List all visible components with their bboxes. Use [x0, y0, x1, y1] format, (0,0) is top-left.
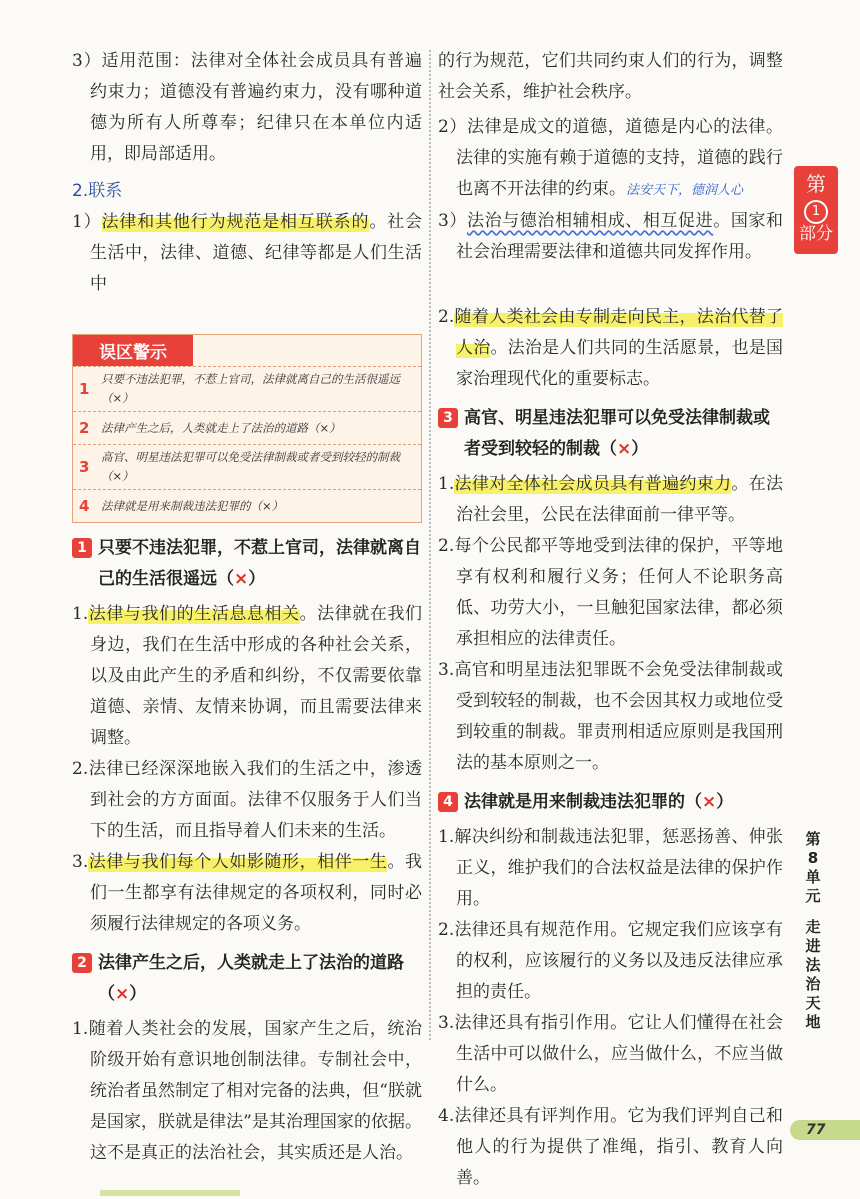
part-tab: 第 1 部分 — [794, 166, 838, 254]
misconception-heading-2: 2 法律产生之后，人类就走上了法治的道路（×） — [72, 948, 422, 1010]
highlight-text: 法律对全体社会成员具有普遍约束力 — [454, 474, 732, 494]
misconception-heading-4: 4 法律就是用来制裁违法犯罪的（×） — [438, 787, 783, 818]
left-column — [72, 46, 422, 1169]
paragraph-continued: 的行为规范，它们共同约束人们的行为，调整社会关系，维护社会秩序。 — [438, 51, 783, 102]
cross-mark-icon: × — [702, 792, 717, 812]
warning-item: 3 高官、明星违法犯罪可以免受法律制裁或者受到较轻的制裁（×） — [73, 444, 421, 489]
explanation-paragraph: 3.法律与我们每个人如影随形，相伴一生。我们一生都享有法律规定的各项权利，同时必须履行法律规定的各项义务。 — [72, 852, 423, 934]
unit-title: 走进法治天地 — [805, 918, 821, 1031]
subheading-connection: 2.联系 — [72, 181, 123, 201]
cross-mark-icon: × — [234, 569, 249, 589]
warning-item: 4 法律就是用来制裁违法犯罪的（×） — [73, 489, 421, 522]
paragraph-connection: 1）法律和其他行为规范是相互联系的。社会生活中，法律、道德、纪律等都是人们生活中 — [72, 212, 423, 294]
highlight-text: 法律与我们每个人如影随形，相伴一生 — [88, 852, 388, 872]
cross-mark-icon: × — [115, 984, 130, 1004]
paragraph-scope: 3）适用范围：法律对全体社会成员具有普遍约束力；道德没有普遍约束力，没有哪种道德为所有人所尊奉；纪律只在本单位内适用，即局部适用。 — [72, 51, 422, 164]
explanation-paragraph: 2.法律已经深深地嵌入我们的生活之中，渗透到社会的方方面面。法律不仅服务于人们当下的生活，而且指导着人们未来的生活。 — [72, 759, 422, 841]
explanation-paragraph: 1.随着人类社会的发展，国家产生之后，统治阶级开始有意识地创制法律。专制社会中，统治者虽然制定了相对完备的法典，但“朕就是国家，朕就是律法”是其治理国家的依据。这不是真正的法治社会，其实质还是人治。 — [72, 1019, 422, 1163]
number-badge: 4 — [438, 792, 458, 812]
highlight-text: 随着人类社会由专制走向民主，法治代替了人治 — [454, 307, 783, 358]
warning-item: 1 只要不违法犯罪，不惹上官司，法律就离自己的生活很遥远（×） — [73, 366, 421, 411]
explanation-paragraph: 1.法律对全体社会成员具有普遍约束力。在法治社会里，公民在法律面前一律平等。 — [438, 474, 784, 525]
paragraph-law-morality: 2）法律是成文的道德，道德是内心的法律。法律的实施有赖于道德的支持，道德的践行也离不开法律的约束。法安天下，德润人心 — [438, 117, 783, 199]
paragraph-rule-of-law: 3）法治与德治相辅相成、相互促进。国家和社会治理需要法律和道德共同发挥作用。 — [438, 211, 783, 262]
decorative-bar — [100, 1190, 240, 1196]
explanation-paragraph: 2.每个公民都平等地受到法律的保护，平等地享有权利和履行义务；任何人不论职务高低、功劳大小，一旦触犯国家法律，都必须承担相应的法律责任。 — [438, 536, 783, 649]
highlight-text: 法律与我们的生活息息相关 — [88, 604, 300, 624]
part-number: 1 — [804, 200, 828, 224]
right-column — [438, 46, 783, 1194]
explanation-paragraph: 3.法律还具有指引作用。它让人们懂得在社会生活中可以做什么，应当做什么，不应当做什么。 — [438, 1013, 783, 1095]
page-number: 77 — [790, 1120, 860, 1140]
number-badge: 2 — [72, 953, 92, 973]
column-divider — [429, 50, 431, 1040]
explanation-paragraph: 1.解决纠纷和制裁违法犯罪，惩恶扬善、伸张正义，维护我们的合法权益是法律的保护作用。 — [438, 827, 783, 909]
misconception-warning-box — [72, 334, 422, 523]
warning-item: 2 法律产生之后，人类就走上了法治的道路（×） — [73, 411, 421, 444]
number-badge: 3 — [438, 408, 458, 428]
misconception-heading-1: 1 只要不违法犯罪，不惹上官司，法律就离自己的生活很遥远（×） — [72, 533, 422, 595]
cross-mark-icon: × — [617, 439, 632, 459]
explanation-paragraph: 3.高官和明星违法犯罪既不会免受法律制裁或受到较轻的制裁，也不会因其权力或地位受到较重的制裁。罪责刑相适应原则是我国刑法的基本原则之一。 — [438, 660, 783, 773]
explanation-paragraph: 2.法律还具有规范作用。它规定我们应该享有的权利，应该履行的义务以及违反法律应承担的责任。 — [438, 920, 783, 1002]
explanation-paragraph: 4.法律还具有评判作用。它为我们评判自己和他人的行为提供了准绳，指引、教育人向善。 — [438, 1106, 783, 1188]
explanation-paragraph: 1.法律与我们的生活息息相关。法律就在我们身边，我们在生活中形成的各种社会关系，以及由此产生的矛盾和纠纷，不仅需要依靠道德、亲情、友情来协调，而且需要法律来调整。 — [72, 604, 423, 748]
warning-box-title: 误区警示 — [73, 335, 193, 366]
wavy-underline-text: 法治与德治相辅相成、相互促进 — [467, 211, 714, 231]
misconception-heading-3: 3 高官、明星违法犯罪可以免受法律制裁或者受到较轻的制裁（×） — [438, 403, 783, 465]
highlight-text: 法律和其他行为规范是相互联系的 — [101, 212, 370, 232]
explanation-paragraph: 2.随着人类社会由专制走向民主，法治代替了人治。法治是人们共同的生活愿景，也是国家治理现代化的重要标志。 — [438, 307, 784, 389]
number-badge: 1 — [72, 538, 92, 558]
unit-number: 第8单元 — [805, 830, 821, 905]
handwritten-note: 法安天下，德润人心 — [626, 183, 744, 198]
